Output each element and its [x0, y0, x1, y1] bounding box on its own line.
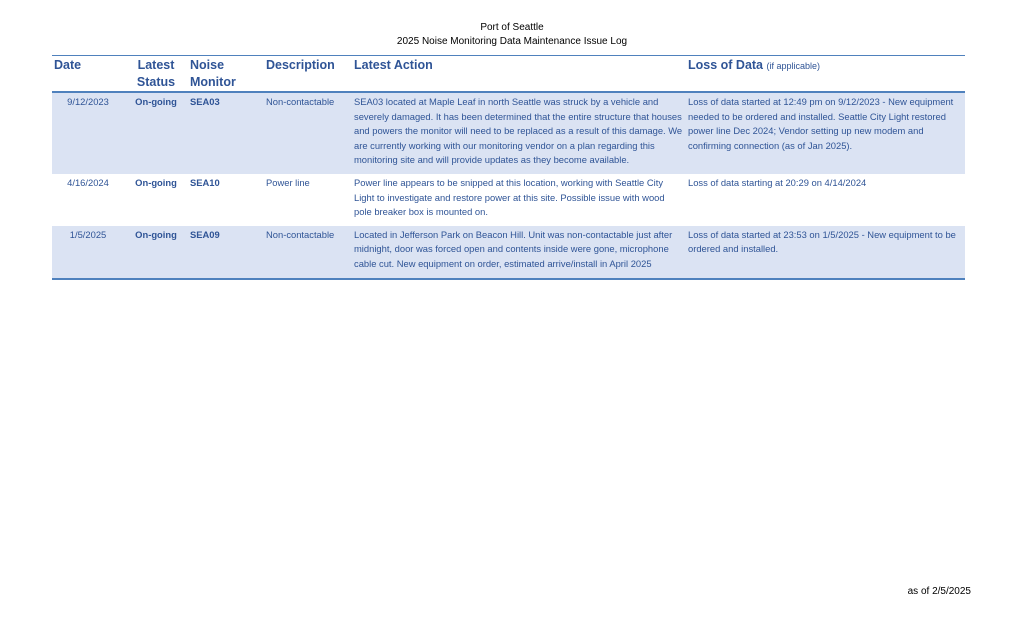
- cell-date: 4/16/2024: [67, 176, 109, 188]
- table-row: [52, 226, 965, 279]
- cell-status: On-going: [124, 226, 188, 279]
- table-header-row: [52, 56, 965, 93]
- cell-loss: Loss of data started at 12:49 pm on 9/12/2023 - New equipment needed to be ordered and installed. Seattle City Light restored power line Dec 2024; Vendor setting up new modem and confirming connection (as of Jan 2025).: [686, 92, 965, 174]
- document-title-block: [0, 21, 1024, 49]
- table-row: [52, 92, 965, 174]
- cell-monitor: SEA03: [188, 92, 264, 174]
- cell-date: 9/12/2023: [52, 92, 124, 174]
- table-row: [52, 174, 965, 226]
- col-header-loss: Loss of Data (if applicable): [688, 58, 821, 72]
- cell-monitor: SEA09: [188, 226, 264, 279]
- cell-description: Non-contactable: [264, 226, 352, 279]
- log-title: 2025 Noise Monitoring Data Maintenance Issue Log: [396, 36, 628, 47]
- cell-status: On-going: [135, 176, 177, 188]
- col-header-status: Latest Status: [136, 58, 176, 89]
- col-header-monitor: Noise Monitor: [190, 58, 236, 89]
- issue-log-table: [52, 55, 965, 280]
- cell-description: Non-contactable: [264, 92, 352, 174]
- col-header-description: Description: [266, 58, 335, 72]
- cell-action: SEA03 located at Maple Leaf in north Seattle was struck by a vehicle and severely damaged. It has been determined that the entire structure that houses and powers the monitor will need to be replaced as a result of this damage. We are currently working with our monitoring vendor on a plan regarding this monitoring site and will provide updates as they become available.: [352, 92, 686, 174]
- cell-date: 1/5/2025: [52, 226, 124, 279]
- loss-header-note: (if applicable): [766, 61, 821, 71]
- cell-description: Power line: [266, 176, 310, 188]
- cell-loss: Loss of data started at 23:53 on 1/5/2025 - New equipment to be ordered and installed.: [686, 226, 965, 279]
- cell-action: Power line appears to be snipped at this location, working with Seattle City Light to investigate and restore power at this site. Possible issue with wood pole breaker box is mounted on.: [354, 176, 665, 218]
- col-header-action: Latest Action: [354, 58, 433, 72]
- cell-status: On-going: [124, 92, 188, 174]
- as-of-date: as of 2/5/2025: [907, 586, 971, 597]
- cell-monitor: SEA10: [190, 176, 220, 188]
- col-header-date: Date: [54, 58, 82, 72]
- cell-action: Located in Jefferson Park on Beacon Hill. Unit was non-contactable just after midnight, door was forced open and contents inside were gone, microphone cable cut. New equipment on order, estimated arrive/install in April 2025: [352, 226, 686, 279]
- cell-loss: Loss of data starting at 20:29 on 4/14/2024: [688, 176, 867, 188]
- org-name: Port of Seattle: [480, 22, 544, 33]
